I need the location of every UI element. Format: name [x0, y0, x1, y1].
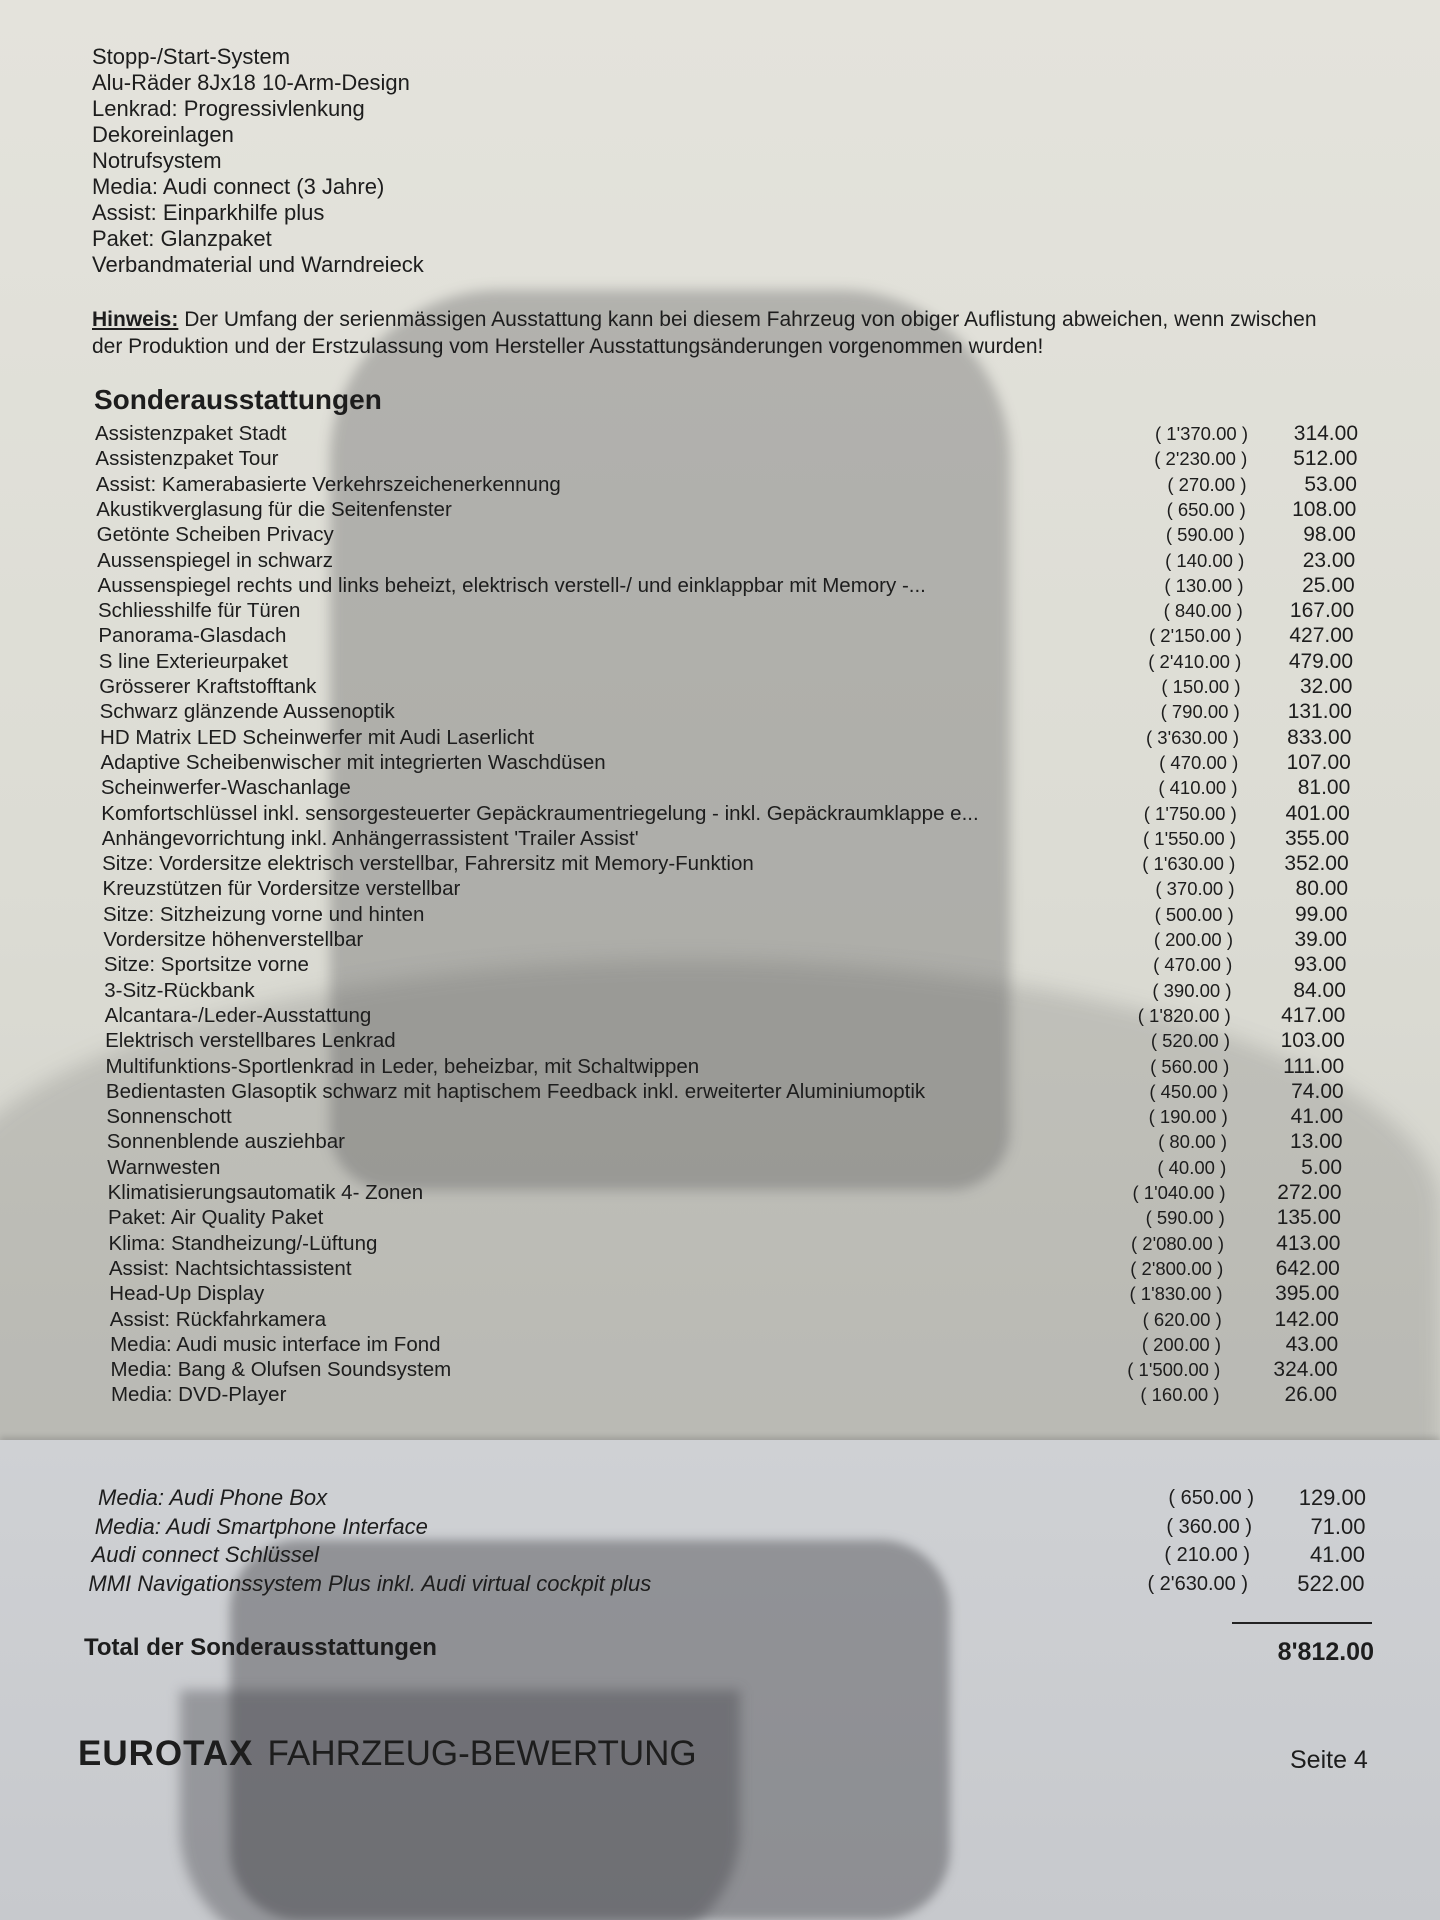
option-original-price: ( 520.00 ) — [1150, 1030, 1230, 1052]
option-row — [0, 1281, 1440, 1306]
option-name: MMI Navigationssystem Plus inkl. Audi virtual cockpit plus — [88, 1570, 652, 1596]
option-name: Audi connect Schlüssel — [91, 1542, 320, 1567]
option-row — [0, 1054, 1440, 1079]
option-value: 84.00 — [1293, 978, 1346, 1002]
option-name: Head-Up Display — [109, 1282, 265, 1306]
option-row — [0, 1307, 1440, 1332]
option-row — [0, 1205, 1440, 1230]
option-value: 401.00 — [1285, 801, 1350, 825]
option-name: Anhängevorrichtung inkl. Anhängerrassistent 'Trailer Assist' — [101, 826, 639, 850]
option-original-price: ( 2'230.00 ) — [1154, 448, 1248, 470]
standard-equipment-list — [92, 44, 424, 278]
option-original-price: ( 560.00 ) — [1150, 1055, 1230, 1077]
option-name: Warnwesten — [107, 1155, 221, 1179]
option-row — [0, 573, 1440, 598]
option-row — [0, 1484, 1440, 1512]
option-original-price: ( 390.00 ) — [1152, 979, 1232, 1001]
option-name: Vordersitze höhenverstellbar — [103, 928, 364, 951]
option-original-price: ( 470.00 ) — [1159, 751, 1239, 773]
option-name: Media: DVD-Player — [110, 1383, 287, 1407]
option-row — [0, 1129, 1440, 1154]
option-row — [0, 1570, 1440, 1598]
option-row — [0, 522, 1440, 547]
brand-logo-text: EUROTAX — [78, 1734, 254, 1773]
option-original-price: ( 210.00 ) — [1164, 1544, 1250, 1566]
option-name: Panorama-Glasdach — [98, 624, 287, 648]
option-value: 39.00 — [1294, 928, 1347, 951]
option-row — [0, 1231, 1440, 1256]
option-original-price: ( 3'630.00 ) — [1145, 726, 1239, 748]
option-name: Assist: Kamerabasierte Verkehrszeichenerkennung — [95, 472, 561, 496]
option-value: 167.00 — [1289, 599, 1355, 623]
option-original-price: ( 370.00 ) — [1155, 878, 1235, 900]
option-original-price: ( 1'630.00 ) — [1142, 853, 1236, 875]
option-row — [0, 1332, 1440, 1357]
option-row — [0, 750, 1440, 775]
option-row — [0, 952, 1440, 977]
option-value: 108.00 — [1292, 497, 1357, 521]
option-value: 355.00 — [1284, 826, 1350, 850]
option-row — [0, 421, 1440, 446]
option-value: 98.00 — [1303, 523, 1356, 547]
equipment-item: Media: Audi connect (3 Jahre) — [92, 174, 385, 199]
footer-brand — [78, 1734, 697, 1774]
option-name: Sonnenblende ausziehbar — [106, 1130, 345, 1154]
option-name: Assist: Nachtsichtassistent — [108, 1256, 352, 1280]
option-original-price: ( 500.00 ) — [1154, 903, 1234, 925]
option-original-price: ( 1'370.00 ) — [1154, 423, 1248, 444]
option-original-price: ( 2'150.00 ) — [1148, 625, 1242, 647]
option-value: 131.00 — [1287, 700, 1352, 724]
option-name: Assistenzpaket Tour — [95, 447, 279, 471]
option-value: 417.00 — [1281, 1003, 1346, 1027]
option-original-price: ( 40.00 ) — [1157, 1156, 1227, 1178]
option-name: Grösserer Kraftstofftank — [99, 675, 317, 698]
option-original-price: ( 1'500.00 ) — [1127, 1359, 1221, 1381]
option-value: 43.00 — [1285, 1332, 1339, 1356]
option-row — [0, 927, 1440, 952]
option-name: Komfortschlüssel inkl. sensorgesteuerter Gepäckraumentriegelung - inkl. Gepäckraumklappe e... — [101, 801, 979, 825]
option-row — [0, 649, 1440, 674]
option-original-price: ( 160.00 ) — [1140, 1384, 1220, 1406]
option-row — [0, 623, 1440, 648]
options-section-title: Sonderausstattungen — [94, 384, 382, 415]
option-value: 111.00 — [1283, 1054, 1345, 1078]
option-original-price: ( 2'800.00 ) — [1130, 1257, 1224, 1279]
option-name: Aussenspiegel rechts und links beheizt, elektrisch verstell-/ und einklappbar mit Memory -... — [97, 573, 926, 597]
option-original-price: ( 470.00 ) — [1153, 954, 1233, 976]
page-number: Seite 4 — [1290, 1746, 1368, 1774]
option-name: Assistenzpaket Stadt — [95, 422, 287, 445]
notice-text: Der Umfang der serienmässigen Ausstattung kann bei diesem Fahrzeug von obiger Auflistung abweichen, wenn zwischen der Produktion und der Erstzulassung vom Hersteller Ausstattungsänderungen vorgenommen wurden! — [92, 308, 1317, 358]
option-original-price: ( 1'820.00 ) — [1137, 1004, 1231, 1026]
option-original-price: ( 1'550.00 ) — [1142, 827, 1236, 849]
option-original-price: ( 200.00 ) — [1153, 929, 1233, 950]
option-name: Akustikverglasung für die Seitenfenster — [96, 497, 452, 521]
option-original-price: ( 130.00 ) — [1164, 574, 1244, 596]
option-value: 129.00 — [1298, 1485, 1366, 1510]
option-name: Media: Audi Smartphone Interface — [94, 1513, 428, 1539]
option-value: 479.00 — [1288, 649, 1354, 673]
equipment-item: Lenkrad: Progressivlenkung — [92, 96, 365, 121]
option-row — [0, 674, 1440, 699]
option-row — [0, 1180, 1440, 1205]
option-row — [0, 1028, 1440, 1053]
option-row — [0, 775, 1440, 800]
option-value: 103.00 — [1280, 1029, 1345, 1053]
option-value: 99.00 — [1294, 902, 1348, 926]
option-name: Aussenspiegel in schwarz — [97, 548, 333, 572]
equipment-item: Stopp-/Start-System — [92, 44, 291, 69]
total-rule — [1232, 1622, 1372, 1624]
option-row — [0, 851, 1440, 876]
option-row — [0, 1382, 1440, 1407]
option-row — [0, 876, 1440, 901]
option-original-price: ( 200.00 ) — [1141, 1333, 1221, 1355]
option-name: Klimatisierungsautomatik 4- Zonen — [107, 1181, 424, 1204]
option-original-price: ( 840.00 ) — [1163, 600, 1243, 622]
option-original-price: ( 620.00 ) — [1142, 1308, 1222, 1330]
option-row — [0, 1104, 1440, 1129]
option-value: 272.00 — [1277, 1181, 1342, 1204]
option-value: 642.00 — [1275, 1256, 1340, 1280]
option-row — [0, 699, 1440, 724]
option-name: Scheinwerfer-Waschanlage — [100, 776, 351, 800]
option-value: 32.00 — [1299, 675, 1353, 698]
document-page-bottom — [0, 1440, 1440, 1920]
option-name: Klima: Standheizung/-Lüftung — [108, 1231, 378, 1255]
option-original-price: ( 2'630.00 ) — [1147, 1572, 1248, 1595]
option-name: Multifunktions-Sportlenkrad in Leder, beheizbar, mit Schaltwippen — [105, 1054, 700, 1078]
option-value: 5.00 — [1301, 1155, 1343, 1179]
option-value: 26.00 — [1284, 1383, 1338, 1407]
option-row — [0, 1357, 1440, 1382]
equipment-item: Verbandmaterial und Warndreieck — [92, 252, 424, 277]
option-original-price: ( 2'410.00 ) — [1148, 650, 1242, 672]
option-name: Alcantara-/Leder-Ausstattung — [104, 1003, 372, 1027]
option-name: Kreuzstützen für Vordersitze verstellbar — [102, 877, 461, 901]
option-name: Schliesshilfe für Türen — [97, 599, 301, 623]
option-name: S line Exterieurpaket — [98, 649, 288, 673]
option-value: 23.00 — [1302, 548, 1356, 572]
total-label: Total der Sonderausstattungen — [84, 1634, 437, 1661]
option-name: Schwarz glänzende Aussenoptik — [99, 700, 395, 724]
option-original-price: ( 270.00 ) — [1167, 473, 1247, 495]
option-row — [0, 801, 1440, 826]
option-original-price: ( 650.00 ) — [1168, 1487, 1254, 1509]
option-name: Adaptive Scheibenwischer mit integrierten Waschdüsen — [100, 750, 606, 774]
option-value: 93.00 — [1293, 953, 1347, 977]
option-original-price: ( 190.00 ) — [1148, 1106, 1228, 1128]
notice-paragraph — [92, 306, 1342, 360]
option-row — [0, 1256, 1440, 1281]
option-value: 352.00 — [1284, 852, 1349, 876]
option-original-price: ( 140.00 ) — [1165, 549, 1245, 571]
option-original-price: ( 410.00 ) — [1158, 777, 1238, 799]
option-original-price: ( 1'040.00 ) — [1132, 1182, 1226, 1203]
option-value: 81.00 — [1297, 776, 1351, 800]
option-value: 135.00 — [1276, 1206, 1341, 1230]
option-original-price: ( 590.00 ) — [1145, 1207, 1225, 1229]
option-original-price: ( 80.00 ) — [1158, 1131, 1227, 1153]
option-row — [0, 497, 1440, 522]
option-value: 13.00 — [1290, 1130, 1343, 1154]
option-name: Sonnenschott — [106, 1105, 232, 1129]
option-value: 25.00 — [1302, 573, 1355, 597]
option-value: 80.00 — [1295, 877, 1349, 901]
option-name: Bedientasten Glasoptik schwarz mit haptischem Feedback inkl. erweiterter Aluminiumoptik — [105, 1079, 926, 1103]
option-value: 74.00 — [1291, 1079, 1344, 1103]
option-name: Media: Audi Phone Box — [98, 1485, 328, 1510]
option-original-price: ( 150.00 ) — [1161, 676, 1241, 697]
footer-title: FAHRZEUG-BEWERTUNG — [267, 1734, 697, 1773]
option-value: 413.00 — [1276, 1231, 1341, 1255]
equipment-item: Alu-Räder 8Jx18 10-Arm-Design — [92, 70, 410, 95]
option-value: 395.00 — [1275, 1282, 1340, 1306]
option-name: Paket: Air Quality Paket — [108, 1206, 324, 1230]
option-value: 53.00 — [1304, 472, 1357, 496]
option-original-price: ( 1'830.00 ) — [1129, 1283, 1223, 1305]
option-original-price: ( 450.00 ) — [1149, 1080, 1229, 1102]
option-row — [0, 725, 1440, 750]
option-row — [0, 1003, 1440, 1028]
option-name: Getönte Scheiben Privacy — [96, 523, 334, 547]
option-value: 512.00 — [1293, 447, 1358, 471]
option-name: 3-Sitz-Rückbank — [104, 978, 255, 1002]
option-original-price: ( 790.00 ) — [1160, 701, 1240, 723]
option-value: 41.00 — [1309, 1542, 1365, 1567]
option-row — [0, 446, 1440, 471]
option-name: Sitze: Sitzheizung vorne und hinten — [102, 902, 425, 926]
option-row — [0, 1079, 1440, 1104]
equipment-item: Notrufsystem — [92, 148, 222, 173]
option-name: Media: Audi music interface im Fond — [110, 1332, 441, 1356]
option-name: Media: Bang & Olufsen Soundsystem — [110, 1358, 452, 1382]
option-row — [0, 826, 1440, 851]
option-name: Elektrisch verstellbares Lenkrad — [105, 1029, 396, 1053]
equipment-item: Assist: Einparkhilfe plus — [92, 200, 325, 225]
option-value: 314.00 — [1293, 422, 1358, 445]
option-original-price: ( 2'080.00 ) — [1130, 1232, 1224, 1254]
option-name: Sitze: Vordersitze elektrisch verstellbar, Fahrersitz mit Memory-Funktion — [102, 852, 754, 876]
option-row — [0, 978, 1440, 1003]
option-name: Sitze: Sportsitze vorne — [103, 953, 309, 977]
option-row — [0, 598, 1440, 623]
option-row — [0, 902, 1440, 927]
option-row — [0, 548, 1440, 573]
option-value: 833.00 — [1287, 725, 1352, 749]
equipment-item: Dekoreinlagen — [92, 122, 234, 147]
option-row — [0, 1155, 1440, 1180]
option-row — [0, 1541, 1440, 1569]
option-value: 522.00 — [1297, 1570, 1365, 1596]
notice-label: Hinweis: — [92, 308, 179, 331]
option-original-price: ( 650.00 ) — [1166, 498, 1246, 520]
option-value: 427.00 — [1289, 624, 1354, 648]
total-value: 8'812.00 — [1277, 1638, 1374, 1666]
option-original-price: ( 1'750.00 ) — [1143, 802, 1237, 824]
equipment-item: Paket: Glanzpaket — [92, 226, 272, 251]
option-row — [0, 1513, 1440, 1541]
option-original-price: ( 360.00 ) — [1166, 1515, 1252, 1538]
option-value: 41.00 — [1290, 1105, 1344, 1129]
option-value: 107.00 — [1286, 750, 1351, 774]
option-value: 71.00 — [1310, 1513, 1366, 1539]
option-value: 324.00 — [1273, 1358, 1338, 1382]
option-value: 142.00 — [1274, 1307, 1339, 1331]
option-row — [0, 472, 1440, 497]
hand-shadow — [180, 1690, 740, 1920]
option-name: HD Matrix LED Scheinwerfer mit Audi Laserlicht — [100, 725, 535, 749]
option-name: Assist: Rückfahrkamera — [109, 1307, 327, 1331]
option-original-price: ( 590.00 ) — [1165, 524, 1245, 546]
